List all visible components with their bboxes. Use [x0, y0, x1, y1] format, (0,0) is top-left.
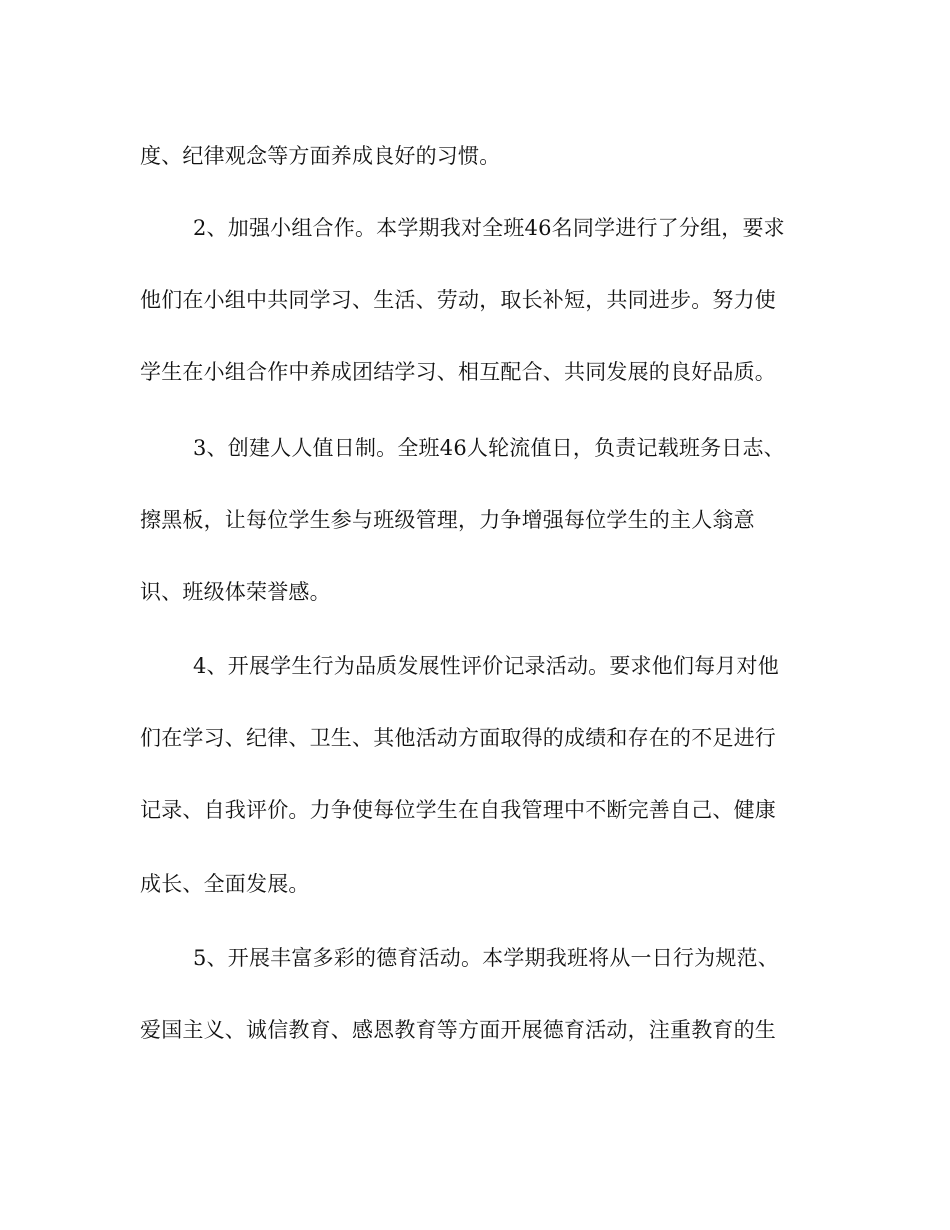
paragraph-line: 擦黑板，让每位学生参与班级管理，力争增强每位学生的主人翁意: [140, 508, 755, 532]
paragraph-line: 学生在小组合作中养成团结学习、相互配合、共同发展的良好品质。: [140, 360, 776, 384]
paragraph-line: 5、开展丰富多彩的德育活动。本学期我班将从一日行为规范、: [193, 946, 779, 970]
paragraph-line: 他们在小组中共同学习、生活、劳动，取长补短，共同进步。努力使: [140, 288, 776, 312]
paragraph-line: 记录、自我评价。力争使每位学生在自我管理中不断完善自己、健康: [140, 798, 776, 822]
paragraph-line: 2、加强小组合作。本学期我对全班46名同学进行了分组，要求: [193, 216, 785, 240]
paragraph-line: 爱国主义、诚信教育、感恩教育等方面开展德育活动，注重教育的生: [140, 1018, 776, 1042]
paragraph-line: 度、纪律观念等方面养成良好的习惯。: [140, 144, 501, 168]
paragraph-line: 4、开展学生行为品质发展性评价记录活动。要求他们每月对他: [193, 654, 779, 678]
paragraph-line: 们在学习、纪律、卫生、其他活动方面取得的成绩和存在的不足进行: [140, 726, 776, 750]
paragraph-line: 成长、全面发展。: [140, 872, 310, 896]
paragraph-line: 3、创建人人值日制。全班46人轮流值日，负责记载班务日志、: [193, 436, 785, 460]
paragraph-line: 识、班级体荣誉感。: [140, 580, 331, 604]
